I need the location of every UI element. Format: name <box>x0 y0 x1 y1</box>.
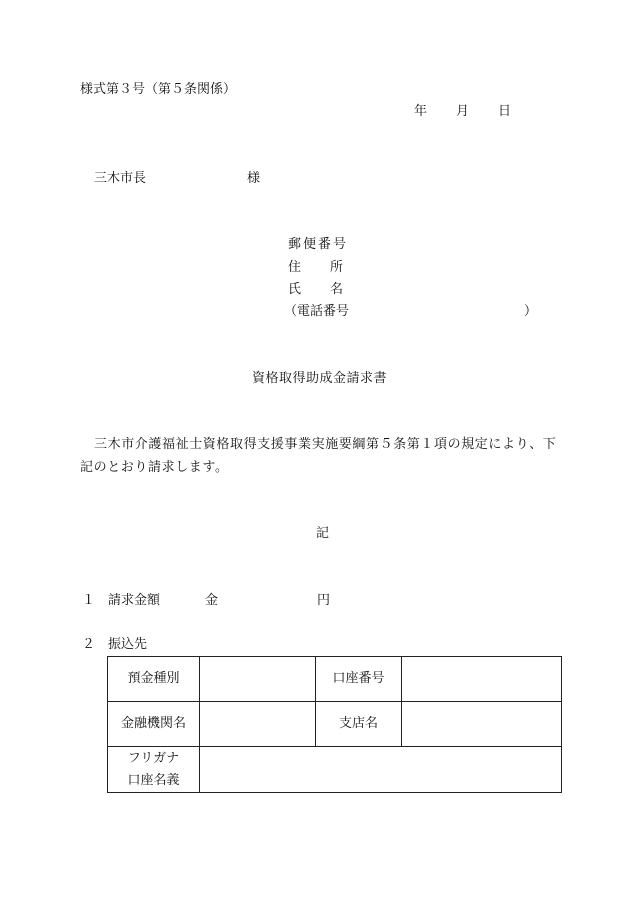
address-label-2: 所 <box>330 260 344 275</box>
branch-name-label: 支店名 <box>316 702 402 747</box>
account-number-field[interactable] <box>402 657 562 702</box>
name-label-1: 氏 <box>288 282 302 297</box>
ki-heading: 記 <box>316 526 330 541</box>
item2-label: 振込先 <box>108 637 148 652</box>
account-holder-label-cell <box>108 747 200 793</box>
phone-open: （電話番号 <box>284 304 350 319</box>
institution-name-field[interactable] <box>200 702 316 747</box>
addressee-name: 三木市長 <box>94 171 147 186</box>
date-day: 日 <box>498 104 512 119</box>
account-number-label: 口座番号 <box>316 657 402 702</box>
table-row <box>108 702 562 747</box>
branch-name-field[interactable] <box>402 702 562 747</box>
item1-number: １ <box>82 593 96 608</box>
institution-name-label: 金融機関名 <box>108 702 200 747</box>
item1-yen: 円 <box>317 593 331 608</box>
name-label-2: 名 <box>330 282 344 297</box>
addressee-honorific: 様 <box>247 171 261 186</box>
body-line-2: 記のとおり請求します。 <box>80 460 229 475</box>
item2-number: ２ <box>82 637 96 652</box>
date-month: 月 <box>456 104 470 119</box>
account-holder-label: 口座名義 <box>127 772 180 788</box>
postal-code-label: 郵便番号 <box>288 237 349 252</box>
account-holder-field[interactable] <box>200 747 562 793</box>
table-row <box>108 657 562 702</box>
deposit-type-field[interactable] <box>200 657 316 702</box>
body-line-1: 三木市介護福祉士資格取得支援事業実施要綱第５条第１項の規定により、下 <box>94 437 557 452</box>
table-row <box>108 747 562 793</box>
item1-label: 請求金額 <box>108 593 161 608</box>
date-year: 年 <box>414 104 428 119</box>
deposit-type-label: 預金種別 <box>108 657 200 702</box>
document-title: 資格取得助成金請求書 <box>252 371 388 386</box>
address-label-1: 住 <box>288 260 302 275</box>
bank-account-table <box>107 656 562 793</box>
furigana-label: フリガナ <box>127 750 180 766</box>
form-number: 様式第３号（第５条関係） <box>80 82 237 97</box>
phone-close: ） <box>524 304 538 319</box>
item1-kin: 金 <box>205 593 219 608</box>
